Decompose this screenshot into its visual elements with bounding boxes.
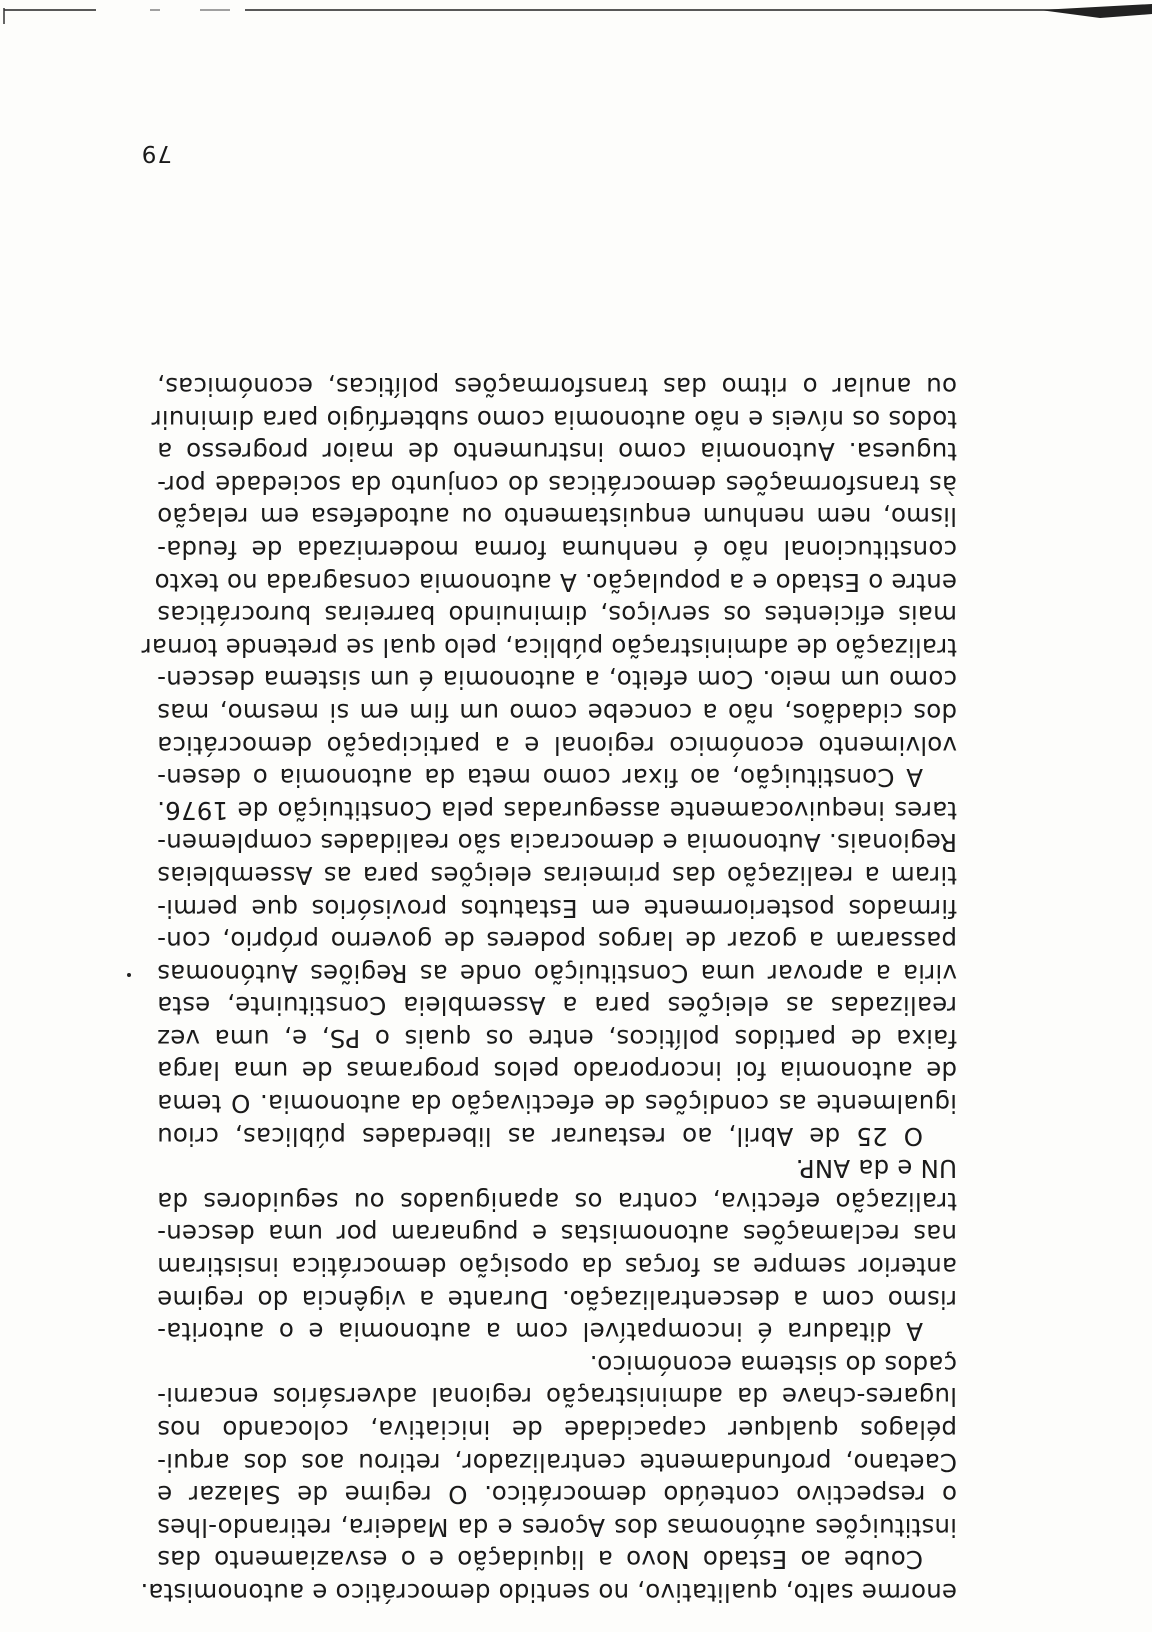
text-line: realizadas as eleições para a Assembleia Constituinte, esta (157, 991, 957, 1021)
text-line: firmados posteriormente em Estatutos provisórios que permi- (157, 893, 957, 923)
text-line: instituições autónomas dos Açores e da Madeira, retirando-lhes (157, 1512, 957, 1542)
text-line: Regionais. Autonomia e democracia são realidades complemen- (157, 828, 957, 858)
text-line: A ditadura é incompatível com a autonomia e o autorita- (157, 1317, 923, 1347)
text-line: pélagos qualquer capacidade de iniciativa, colocando nos (157, 1415, 957, 1445)
text-line: anterior sempre as forças da oposição democrática insistiram (157, 1252, 957, 1282)
text-line: igualmente as condições de efectivação da autonomia. O tema (157, 1089, 957, 1119)
text-line: todos os níveis e não autonomia como subterfúgio para diminuir (151, 404, 957, 434)
text-line: nas reclamações autonomistas e pugnaram por uma descen- (157, 1219, 957, 1249)
text-line: como um meio. Com efeito, a autonomia é um sistema descen- (157, 665, 957, 695)
text-line: UN e da ANP. (795, 1154, 957, 1184)
text-line: dos cidadãos, não a concebe como um fim em si mesmo, mas (157, 697, 957, 727)
text-line: o respectivo conteúdo democrático. O regime de Salazar e (157, 1480, 957, 1510)
text-line: rismo com a descentralização. Durante a vigência do regime (157, 1284, 957, 1314)
text-line: tiram a realização das primeiras eleições para as Assembleias (157, 860, 957, 890)
text-line: passaram a gozar de largos poderes de governo próprio, con- (157, 926, 957, 956)
text-line: constitucional não é nenhuma forma modernizada de feuda- (157, 535, 957, 564)
text-line: faixa de partidos políticos, entre os quais o PS, e, uma vez (157, 1023, 957, 1053)
page-number: 79 (140, 140, 172, 166)
text-line: O 25 de Abril, ao restaurar as liberdades públicas, criou (157, 1121, 923, 1151)
text-line: Coube ao Estado Novo a liquidação e o esvaziamento das (157, 1545, 923, 1575)
text-line: tralização de administração pública, pelo qual se pretende tornar (141, 632, 957, 662)
text-line: entre o Estado e a população. A autonomia consagrada no texto (154, 567, 957, 597)
text-line: tralização efectiva, contra os apaniguados ou seguidores da (157, 1186, 957, 1216)
text-line: çados do sistema económico. (589, 1349, 957, 1379)
text-line: enorme salto, qualitativo, no sentido democrático e autonomista. (140, 1578, 957, 1607)
body-text (140, 369, 957, 1608)
stray-mark (127, 973, 131, 977)
text-line: às transformações democráticas do conjunto da sociedade por- (157, 469, 957, 499)
text-line: mais eficientes os serviços, diminuindo barreiras burocráticas (157, 600, 957, 630)
text-line: lismo, nem nenhum enquistamento ou autodefesa em relação (157, 502, 957, 532)
text-line: Caetano, profundamente centralizador, retirou aos dos arqui- (157, 1447, 957, 1477)
text-line: volvimento económico regional e a participação democrática (157, 730, 957, 760)
text-line: tares inequivocamente asseguradas pela Constituição de 1976. (157, 795, 957, 825)
text-line: de autonomia foi incorporado pelos programas de uma larga (157, 1056, 957, 1086)
text-line: viria a aprovar uma Constituição onde as Regiões Autónomas (157, 958, 957, 988)
text-line: lugares-chave da administração regional adversários encarni- (157, 1382, 957, 1412)
text-line: ou anular o ritmo das transformações políticas, económicas, (157, 372, 957, 402)
text-line: A Constituição, ao fixar como meta da autonomia o desen- (157, 763, 923, 793)
text-line: tuguesa. Autonomia como instrumento de maior progresso a (157, 437, 957, 467)
